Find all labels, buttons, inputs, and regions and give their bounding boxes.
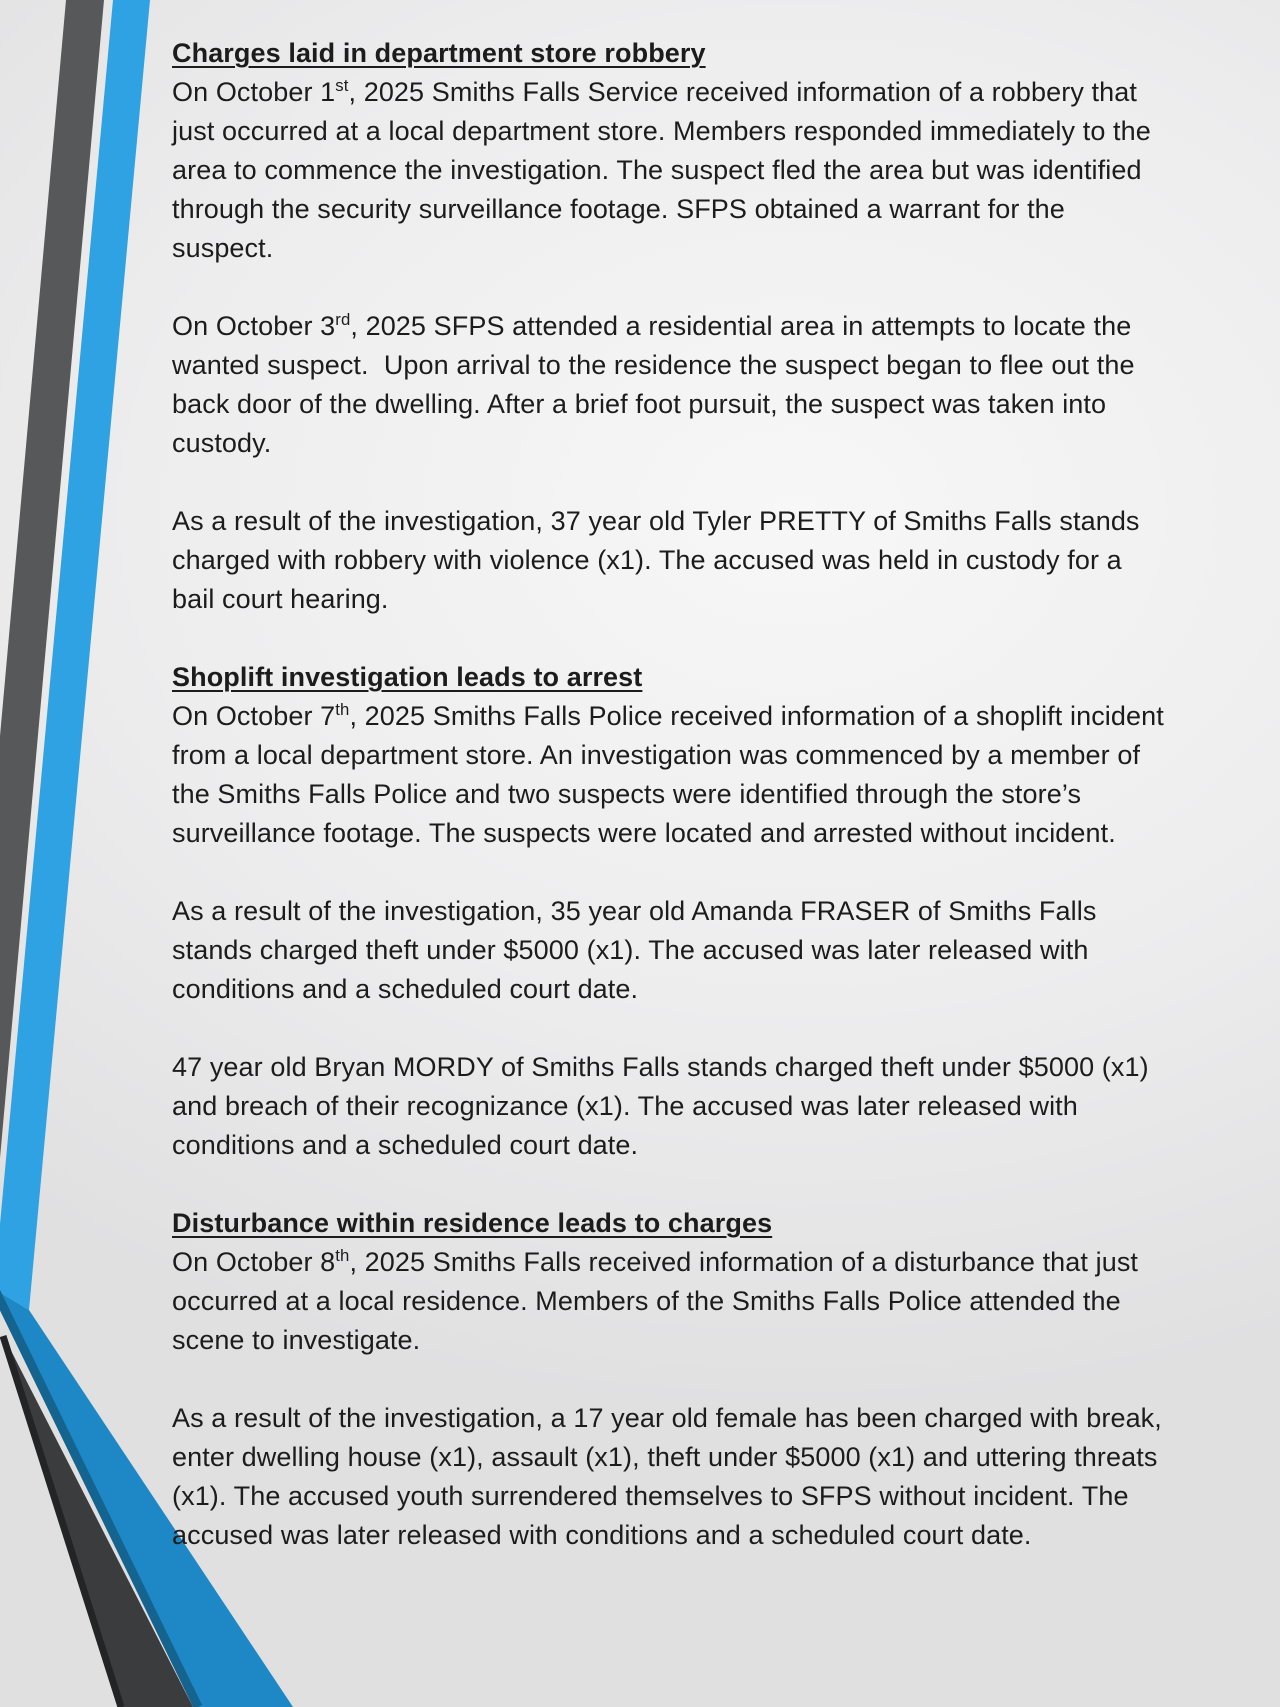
article-content [172, 34, 1172, 1594]
paragraph: On October 3rd, 2025 SFPS attended a residential area in attempts to locate the wanted suspect. Upon arrival to the residence the suspect began to flee out the back door of the dwelling. After a brief foot pursuit, the suspect was taken into custody. [172, 310, 1143, 458]
section-heading: Charges laid in department store robbery [172, 38, 706, 68]
paragraph: On October 7th, 2025 Smiths Falls Police received information of a shoplift incident from a local department store. An investigation was commenced by a member of the Smiths Falls Police and two suspects were identified through the store’s surveillance footage. The suspects were located and arrested without incident. [172, 700, 1172, 848]
paragraph: On October 1st, 2025 Smiths Falls Service received information of a robbery that just occurred at a local department store. Members responded immediately to the area to commence the investigation. The suspect fled the area but was identified through the security surveillance footage. SFPS obtained a warrant for the suspect. [172, 76, 1159, 263]
paragraph: 47 year old Bryan MORDY of Smiths Falls stands charged theft under $5000 (x1) and breach of their recognizance (x1). The accused was later released with conditions and a scheduled court date. [172, 1052, 1157, 1160]
paragraph: As a result of the investigation, 35 year old Amanda FRASER of Smiths Falls stands charged theft under $5000 (x1). The accused was later released with conditions and a scheduled court date. [172, 896, 1105, 1004]
section-heading: Shoplift investigation leads to arrest [172, 662, 643, 692]
paragraph: As a result of the investigation, 37 year old Tyler PRETTY of Smiths Falls stands charged with robbery with violence (x1). The accused was held in custody for a bail court hearing. [172, 506, 1148, 614]
section-heading: Disturbance within residence leads to charges [172, 1208, 773, 1238]
paragraph: On October 8th, 2025 Smiths Falls received information of a disturbance that just occurred at a local residence. Members of the Smiths Falls Police attended the scene to investigate. [172, 1246, 1146, 1355]
article-sections [172, 34, 1172, 1555]
paragraph: As a result of the investigation, a 17 year old female has been charged with break, enter dwelling house (x1), assault (x1), theft under $5000 (x1) and uttering threats (x1). The accused youth surrendered themselves to SFPS without incident. The accused was later released with conditions and a scheduled court date. [172, 1403, 1170, 1550]
